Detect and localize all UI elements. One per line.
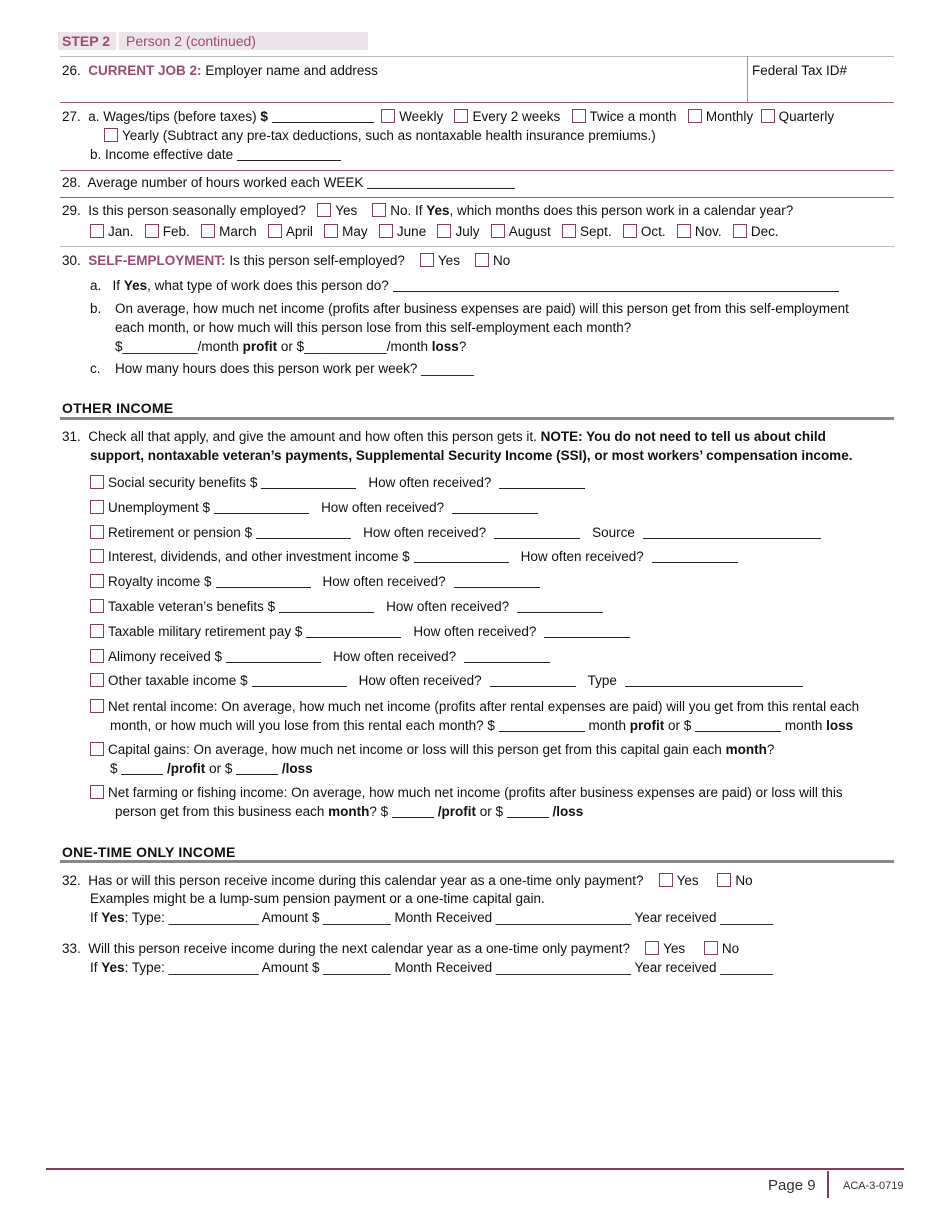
month-checkbox[interactable]: [324, 224, 338, 238]
income-item-label: Taxable veteran’s benefits $: [108, 599, 276, 614]
how-often-label: How often received?: [321, 499, 445, 515]
month-label: Feb.: [162, 224, 190, 239]
income-item-checkbox[interactable]: [90, 574, 104, 588]
seasonal-no-checkbox[interactable]: [372, 203, 386, 217]
month-label: August: [508, 224, 551, 239]
month-label: Sept.: [580, 224, 612, 239]
q26: 26. CURRENT JOB 2: Employer name and address: [62, 63, 378, 78]
freq-monthly-checkbox[interactable]: [688, 109, 702, 123]
q33-yes-checkbox[interactable]: [645, 941, 659, 955]
income-item-row: [90, 673, 803, 688]
month-checkbox[interactable]: [733, 224, 747, 238]
how-often-input[interactable]: [517, 600, 603, 613]
how-often-input[interactable]: [452, 501, 538, 514]
income-item-checkbox[interactable]: [90, 500, 104, 514]
source-label: Source: [592, 524, 635, 540]
type-input[interactable]: [625, 674, 803, 687]
month-checkbox[interactable]: [437, 224, 451, 238]
income-item-label: Interest, dividends, and other investment income $: [108, 549, 410, 565]
hours-per-week-input[interactable]: [367, 176, 515, 189]
q32-no-checkbox[interactable]: [717, 873, 731, 887]
work-type-input[interactable]: [393, 279, 839, 292]
q33-no-checkbox[interactable]: [704, 941, 718, 955]
how-often-label: How often received?: [322, 574, 446, 590]
farming-income-checkbox[interactable]: [90, 785, 104, 799]
income-item-checkbox[interactable]: [90, 599, 104, 613]
capital-profit-input[interactable]: [121, 762, 163, 775]
income-item-checkbox[interactable]: [90, 673, 104, 687]
freq-2weeks-checkbox[interactable]: [454, 109, 468, 123]
month-label: July: [455, 224, 480, 239]
how-often-input[interactable]: [454, 575, 540, 588]
month-checkbox[interactable]: [677, 224, 691, 238]
month-checkbox[interactable]: [268, 224, 282, 238]
federal-tax-id-field[interactable]: Federal Tax ID#: [752, 63, 848, 78]
income-item-checkbox[interactable]: [90, 649, 104, 663]
how-often-label: How often received?: [520, 549, 644, 565]
rental-income-checkbox[interactable]: [90, 699, 104, 713]
q27-wages: 27. a. Wages/tips (before taxes) $ Weekly Every 2 weeks Twice a month Monthly Quarterly: [62, 109, 835, 124]
income-item-label: Unemployment $: [108, 499, 211, 515]
month-checkbox[interactable]: [562, 224, 576, 238]
type-label: Type: [587, 673, 617, 689]
income-item-label: Retirement or pension $: [108, 524, 253, 540]
how-often-input[interactable]: [652, 550, 738, 563]
self-employed-no-checkbox[interactable]: [475, 253, 489, 267]
income-item-row: [90, 624, 630, 639]
how-often-input[interactable]: [464, 650, 550, 663]
month-checkbox[interactable]: [90, 224, 104, 238]
income-amount-input[interactable]: [306, 625, 401, 638]
income-item-label: Royalty income $: [108, 574, 212, 590]
self-employment-label: SELF-EMPLOYMENT:: [88, 253, 226, 268]
rental-profit-input[interactable]: [499, 719, 585, 732]
how-often-label: How often received?: [368, 475, 492, 490]
income-effective-date-input[interactable]: [237, 148, 341, 161]
income-amount-input[interactable]: [261, 476, 356, 489]
income-item-row: [90, 649, 550, 664]
month-checkbox[interactable]: [145, 224, 159, 238]
how-often-label: How often received?: [386, 599, 510, 614]
month-checkbox[interactable]: [623, 224, 637, 238]
income-item-checkbox[interactable]: [90, 624, 104, 638]
section-other-income: OTHER INCOME: [62, 400, 174, 416]
section-one-time-income: ONE-TIME ONLY INCOME: [62, 844, 236, 860]
income-item-checkbox[interactable]: [90, 475, 104, 489]
current-job-label: CURRENT JOB 2:: [88, 63, 202, 78]
month-label: May: [342, 224, 368, 239]
month-label: June: [396, 224, 427, 239]
month-label: March: [219, 224, 257, 239]
month-label: Nov.: [694, 224, 722, 239]
farming-loss-input[interactable]: [507, 805, 549, 818]
farming-profit-input[interactable]: [392, 805, 434, 818]
step-title: Person 2 (continued): [126, 33, 256, 49]
months-row: [90, 224, 779, 239]
income-item-row: [90, 525, 821, 540]
freq-twice-month-checkbox[interactable]: [572, 109, 586, 123]
month-label: April: [285, 224, 313, 239]
month-label: Jan.: [108, 224, 134, 239]
income-item-label: Alimony received $: [108, 648, 223, 664]
step-label: STEP 2: [62, 33, 110, 49]
income-item-label: Social security benefits $: [108, 475, 258, 490]
income-amount-input[interactable]: [414, 550, 509, 563]
source-input[interactable]: [643, 526, 821, 539]
month-checkbox[interactable]: [379, 224, 393, 238]
income-item-row: [90, 549, 738, 564]
income-amount-input[interactable]: [256, 526, 351, 539]
how-often-input[interactable]: [494, 526, 580, 539]
q32-yes-checkbox[interactable]: [659, 873, 673, 887]
income-item-row: [90, 574, 540, 589]
income-item-row: [90, 599, 603, 614]
page-number: Page 9: [768, 1177, 816, 1194]
form-code: ACA-3-0719: [843, 1180, 904, 1192]
income-amount-input[interactable]: [214, 501, 309, 514]
freq-quarterly-checkbox[interactable]: [761, 109, 775, 123]
income-item-label: Other taxable income $: [108, 673, 248, 689]
freq-yearly-checkbox[interactable]: [104, 128, 118, 142]
capital-gains-checkbox[interactable]: [90, 742, 104, 756]
income-item-checkbox[interactable]: [90, 549, 104, 563]
income-amount-input[interactable]: [216, 575, 311, 588]
capital-loss-input[interactable]: [236, 762, 278, 775]
self-employed-yes-checkbox[interactable]: [420, 253, 434, 267]
how-often-input[interactable]: [499, 476, 585, 489]
income-amount-input[interactable]: [252, 674, 347, 687]
month-checkbox[interactable]: [491, 224, 505, 238]
rental-loss-input[interactable]: [695, 719, 781, 732]
how-often-input[interactable]: [544, 625, 630, 638]
how-often-label: How often received?: [413, 623, 537, 639]
step-header: [58, 32, 368, 50]
month-label: Dec.: [750, 224, 779, 239]
month-label: Oct.: [640, 224, 666, 239]
income-amount-input[interactable]: [279, 600, 374, 613]
how-often-input[interactable]: [490, 674, 576, 687]
seasonal-yes-checkbox[interactable]: [317, 203, 331, 217]
income-item-label: Taxable military retirement pay $: [108, 623, 303, 639]
freq-weekly-checkbox[interactable]: [381, 109, 395, 123]
income-item-row: [90, 500, 538, 515]
income-item-checkbox[interactable]: [90, 525, 104, 539]
income-amount-input[interactable]: [226, 650, 321, 663]
how-often-label: How often received?: [358, 673, 482, 689]
month-checkbox[interactable]: [201, 224, 215, 238]
how-often-label: How often received?: [333, 648, 457, 664]
wages-input[interactable]: [272, 110, 374, 123]
how-often-label: How often received?: [363, 524, 487, 540]
income-item-row: [90, 475, 585, 490]
